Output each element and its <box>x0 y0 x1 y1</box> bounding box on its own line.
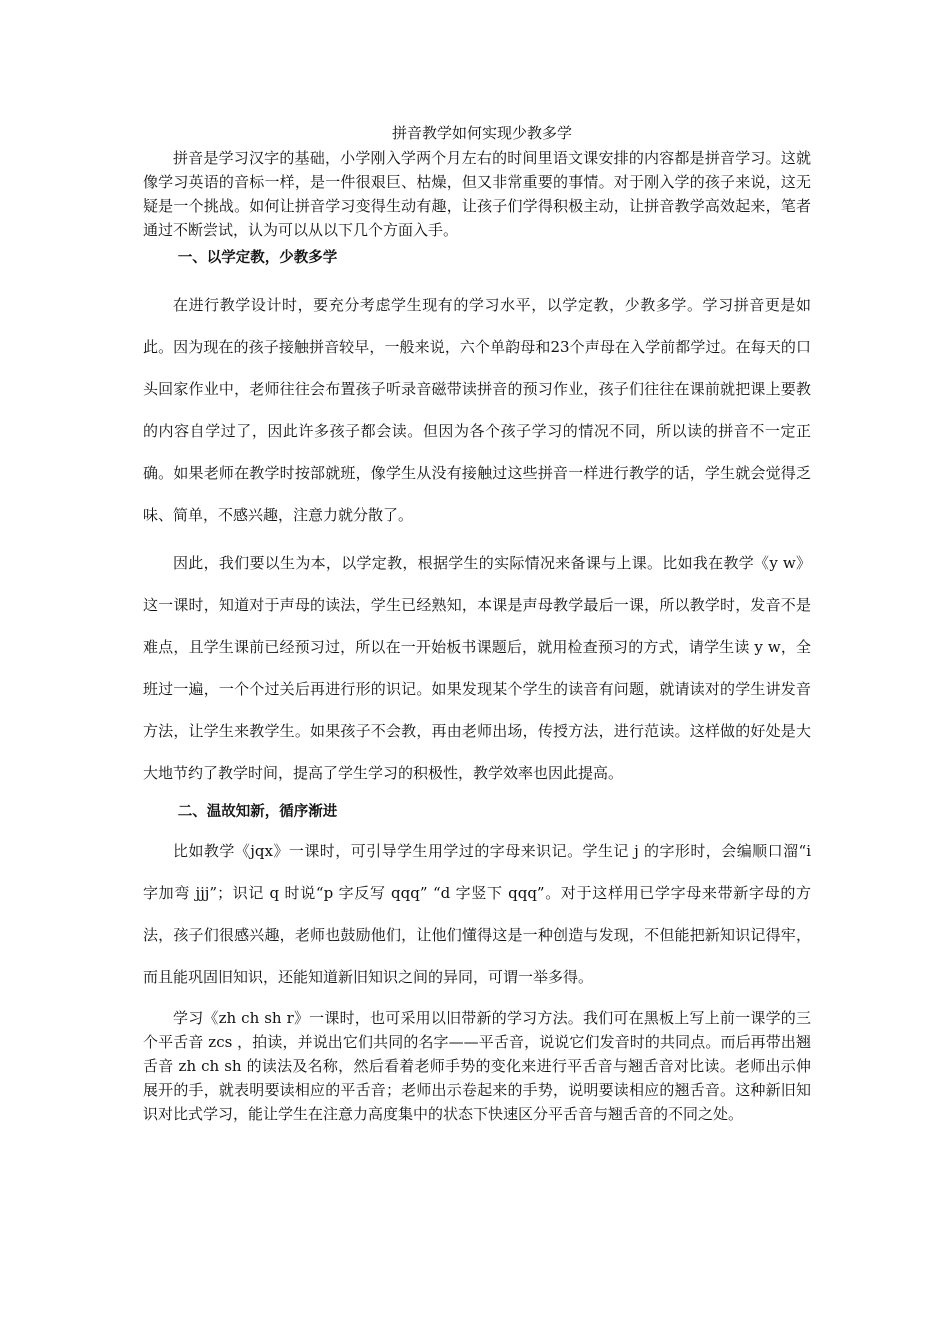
section1-heading: 一、以学定教，少教多学 <box>177 250 338 266</box>
section2-paragraph-1: 比如教学《jqx》一课时，可引导学生用学过的字母来识记。学生记 j 的字形时，会编顺口溜“i 字加弯 jjj”；识记 q 时说“p 字反写 qqq” “d 字竖下 qqq”。对于这样用已学字母来带新字母的方法，孩子们很感兴趣，老师也鼓励他们，让他们懂得这是一种创造与发现，不但能把新知识记得牢，而且能巩固旧知识，还能知道新旧知识之间的异同，可谓一举多得。 <box>143 842 811 986</box>
section1-paragraph-2: 因此，我们要以生为本，以学定教，根据学生的实际情况来备课与上课。比如我在教学《y w》这一课时，知道对于声母的读法，学生已经熟知，本课是声母教学最后一课，所以教学时，发音不是难点，且学生课前已经预习过，所以在一开始板书课题后，就用检查预习的方式，请学生读 y w，全班过一遍，一个个过关后再进行形的识记。如果发现某个学生的读音有问题，就请读对的学生讲发音方法，让学生来教学生。如果孩子不会教，再由老师出场，传授方法，进行范读。这样做的好处是大大地节约了教学时间，提高了学生学习的积极性，教学效率也因此提高。 <box>143 554 811 782</box>
section2-paragraph-2: 学习《zh ch sh r》一课时，也可采用以旧带新的学习方法。我们可在黑板上写上前一课学的三个平舌音 zcs ，拍读，并说出它们共同的名字——平舌音，说说它们发音时的共同点。而后再带出翘舌音 zh ch sh 的读法及名称，然后看着老师手势的变化来进行平舌音与翘舌音对比读。老师出示伸展开的手，就表明要读相应的平舌音；老师出示卷起来的手势，说明要读相应的翘舌音。这种新旧知识对比式学习，能让学生在注意力高度集中的状态下快速区分平舌音与翘舌音的不同之处。 <box>143 1009 811 1123</box>
document-title: 拼音教学如何实现少教多学 <box>391 124 572 142</box>
intro-paragraph: 拼音是学习汉字的基础，小学刚入学两个月左右的时间里语文课安排的内容都是拼音学习。这就像学习英语的音标一样，是一件很艰巨、枯燥，但又非常重要的事情。对于刚入学的孩子来说，这无疑是一个挑战。如何让拼音学习变得生动有趣，让孩子们学得积极主动，让拼音教学高效起来，笔者通过不断尝试，认为可以从以下几个方面入手。 <box>143 149 811 239</box>
section1-paragraph-1: 在进行教学设计时，要充分考虑学生现有的学习水平，以学定教，少教多学。学习拼音更是如此。因为现在的孩子接触拼音较早，一般来说，六个单韵母和23个声母在入学前都学过。在每天的口头回家作业中，老师往往会布置孩子听录音磁带读拼音的预习作业，孩子们往往在课前就把课上要教的内容自学过了，因此许多孩子都会读。但因为各个孩子学习的情况不同，所以读的拼音不一定正确。如果老师在教学时按部就班，像学生从没有接触过这些拼音一样进行教学的话，学生就会觉得乏味、简单，不感兴趣，注意力就分散了。 <box>143 296 811 524</box>
document-body <box>143 120 811 1126</box>
section2-heading: 二、温故知新，循序渐进 <box>177 804 338 820</box>
